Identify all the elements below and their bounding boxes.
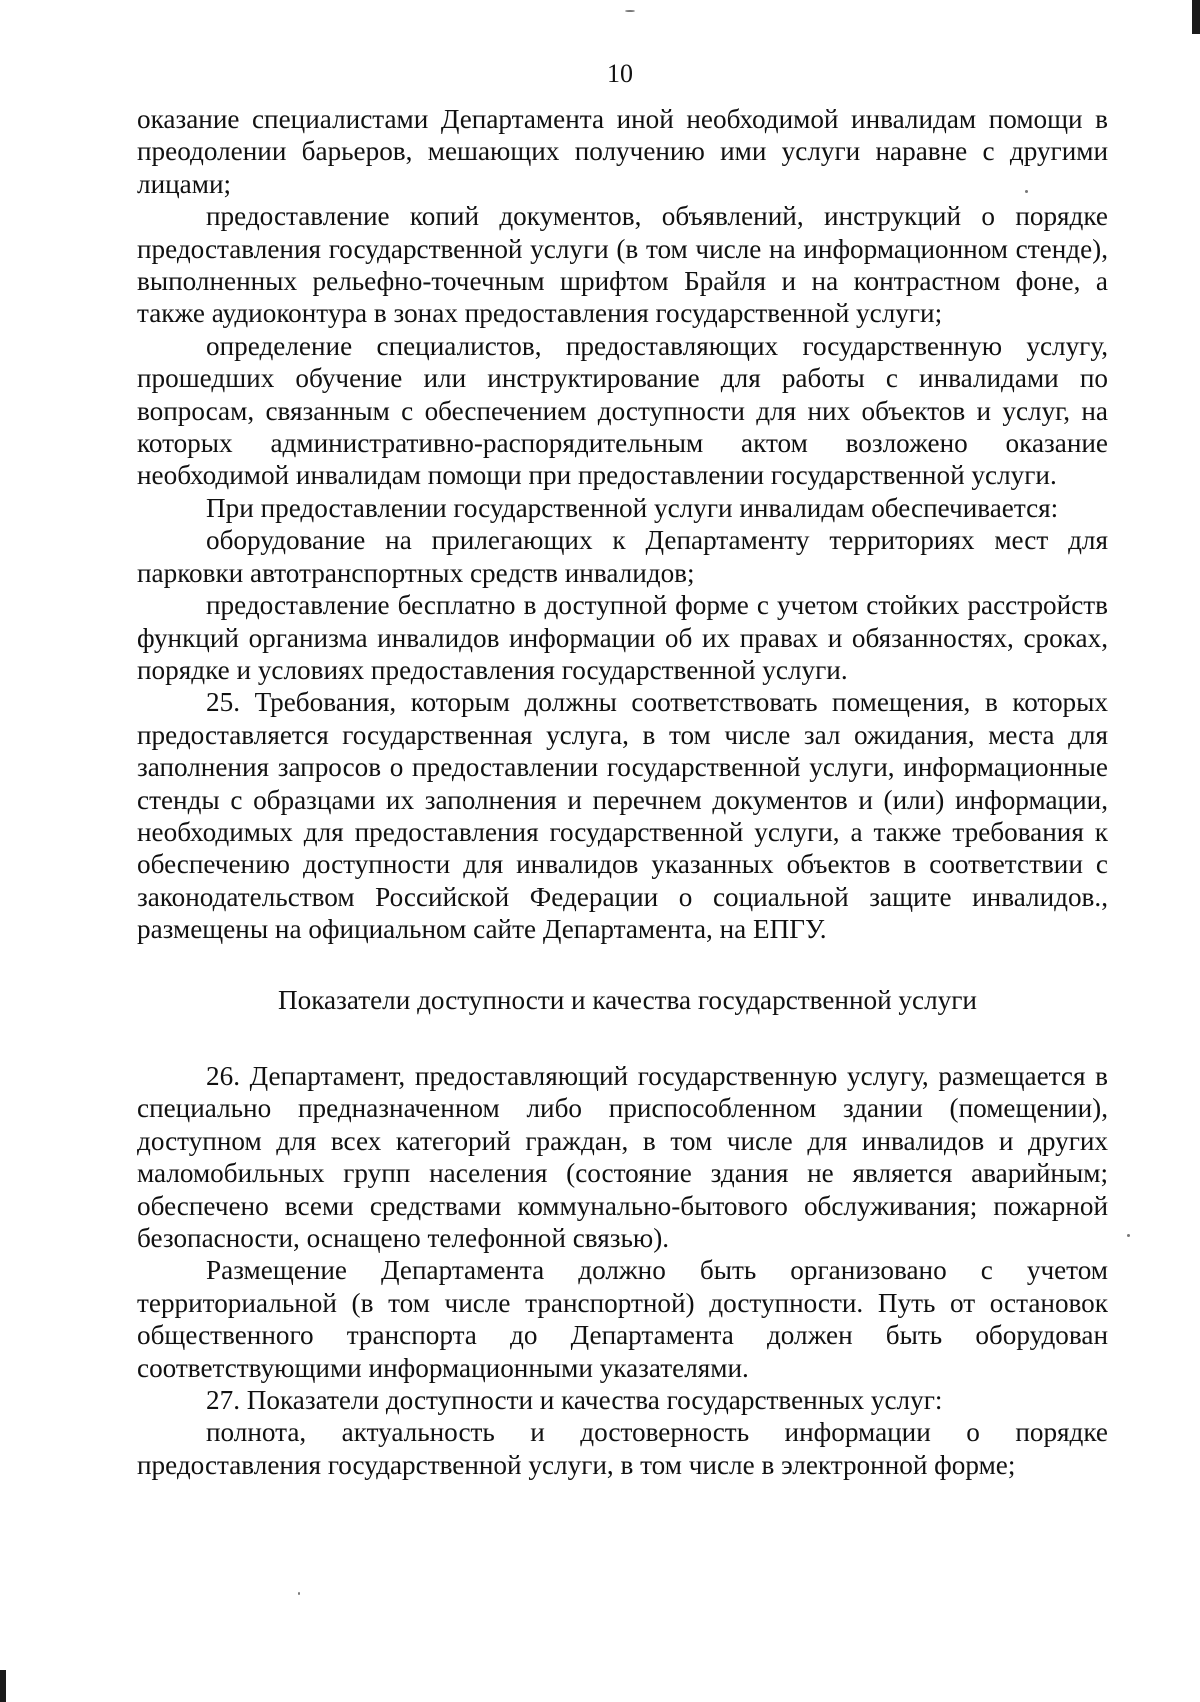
section-heading: Показатели доступности и качества государственной услуги <box>278 984 977 1015</box>
paragraph: предоставление копий документов, объявлений, инструкций о порядке предоставления государственной услуги (в том числе на информационном стенде), выполненных рельефно-точечным шрифтом Брайля и на контрастном фоне, а также аудиоконтура в зонах предоставления государственной услуги; <box>137 201 1108 329</box>
scan-speck <box>1127 1234 1130 1237</box>
page-number: 10 <box>607 59 633 88</box>
paragraph: оказание специалистами Департамента иной необходимой инвалидам помощи в преодолении барьеров, мешающих получению ими услуги наравне с другими лицами; <box>137 104 1108 199</box>
paragraph: 25. Требования, которым должны соответствовать помещения, в которых предоставляется государственная услуга, в том числе зал ожидания, места для заполнения запросов о предоставлении государственной услуги, информационные стенды с образцами их заполнения и перечнем документов и (или) информации, необходимых для предоставления государственной услуги, а также требования к обеспечению доступности для инвалидов указанных объектов в соответствии с законодательством Российской Федерации о социальной защите инвалидов., размещены на официальном сайте Департамента, на ЕПГУ. <box>137 687 1108 945</box>
paragraph: При предоставлении государственной услуги инвалидам обеспечивается: <box>206 492 1059 523</box>
paragraph: Размещение Департамента должно быть организовано с учетом территориальной (в том числе транспортной) доступности. Путь от остановок общественного транспорта до Департамента должен быть оборудован соответствующими информационными указателями. <box>137 1255 1108 1383</box>
scan-mark-top-right <box>1192 0 1200 34</box>
paragraph: оборудование на прилегающих к Департаменту территориях мест для парковки автотранспортных средств инвалидов; <box>137 525 1108 588</box>
paragraph: полнота, актуальность и достоверность информации о порядке предоставления государственной услуги, в том числе в электронной форме; <box>137 1417 1108 1480</box>
scan-mark-bottom-left <box>0 1670 6 1702</box>
scan-speck <box>298 1592 300 1595</box>
paragraph: предоставление бесплатно в доступной форме с учетом стойких расстройств функций организма инвалидов информации об их правах и обязанностях, сроках, порядке и условиях предоставления государственной услуги. <box>137 590 1108 685</box>
paragraph: 27. Показатели доступности и качества государственных услуг: <box>206 1385 943 1416</box>
paragraph: 26. Департамент, предоставляющий государственную услугу, размещается в специально предназначенном либо приспособленном здании (помещении), доступном для всех категорий граждан, в том числе для инвалидов и других маломобильных групп населения (состояние здания не является аварийным; обеспечено всеми средствами коммунально-бытового обслуживания; пожарной безопасности, оснащено телефонной связью). <box>137 1060 1108 1253</box>
scan-speck <box>625 10 635 12</box>
document-body <box>137 103 1108 1481</box>
paragraph: определение специалистов, предоставляющих государственную услугу, прошедших обучение или инструктирование для работы с инвалидами по вопросам, связанным с обеспечением доступности для них объектов и услуг, на которых административно-распорядительным актом возложено оказание необходимой инвалидам помощи при предоставлении государственной услуги. <box>137 330 1108 491</box>
